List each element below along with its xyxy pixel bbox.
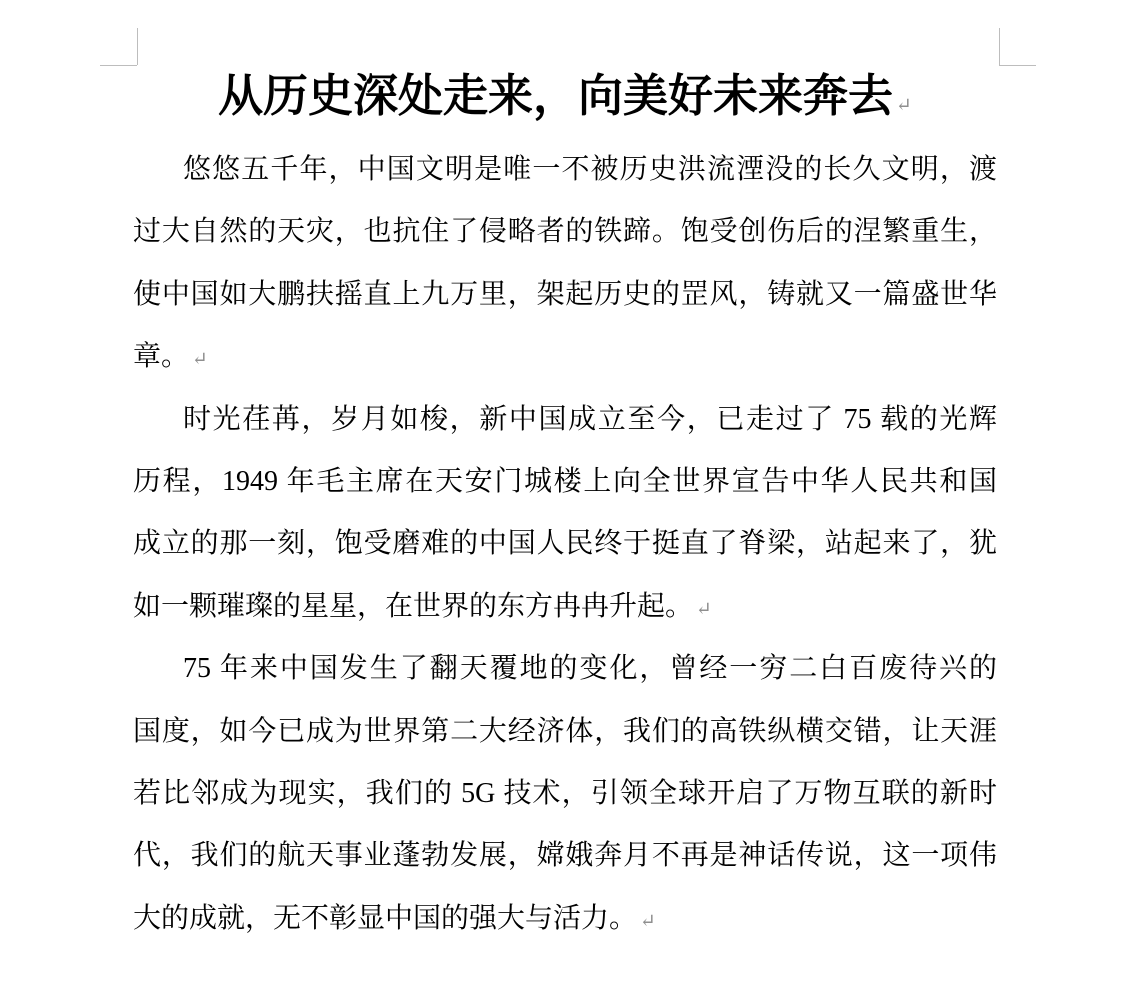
text-line-content: 过大自然的天灾，也抗住了侵略者的铁蹄。饱受创伤后的涅繁重生， bbox=[133, 216, 997, 248]
text-line-content: 75 年来中国发生了翻天覆地的变化，曾经一穷二白百废待兴的 bbox=[183, 653, 997, 685]
text-line-content: 若比邻成为现实，我们的 5G 技术，引领全球开启了万物互联的新时 bbox=[133, 777, 997, 809]
text-line[interactable] bbox=[133, 701, 997, 763]
document-title[interactable] bbox=[133, 52, 997, 140]
text-line[interactable] bbox=[133, 389, 997, 451]
margin-mark-top-left-horizontal bbox=[100, 65, 137, 66]
text-line[interactable] bbox=[133, 513, 997, 575]
text-line-content: 国度，如今已成为世界第二大经济体，我们的高铁纵横交错，让天涯 bbox=[133, 715, 997, 747]
margin-mark-top-right-vertical bbox=[999, 28, 1000, 65]
text-line-content: 大的成就，无不彰显中国的强大与活力。 bbox=[133, 902, 638, 934]
text-line-content: 章。 bbox=[133, 341, 190, 373]
text-line[interactable] bbox=[133, 825, 997, 887]
paragraph-mark-icon: ↵ bbox=[640, 910, 656, 932]
text-line-content: 时光荏苒，岁月如梭，新中国成立至今，已走过了 75 载的光辉 bbox=[183, 403, 997, 435]
text-line-content: 代，我们的航天事业蓬勃发展，嫦娥奔月不再是神话传说，这一项伟 bbox=[133, 840, 997, 872]
text-line[interactable] bbox=[133, 264, 997, 326]
paragraph-mark-icon: ↵ bbox=[696, 598, 712, 620]
document-body[interactable] bbox=[133, 139, 997, 950]
text-line-content: 如一颗璀璨的星星，在世界的东方冉冉升起。 bbox=[133, 590, 694, 622]
margin-mark-top-right-horizontal bbox=[999, 65, 1036, 66]
text-line[interactable] bbox=[133, 638, 997, 700]
text-line[interactable] bbox=[133, 888, 997, 950]
paragraph-mark-icon: ↵ bbox=[192, 349, 208, 371]
text-line-content: 悠悠五千年，中国文明是唯一不被历史洪流湮没的长久文明，渡 bbox=[183, 154, 997, 185]
text-line-content: 使中国如大鹏扶摇直上九万里，架起历史的罡风，铸就又一篇盛世华 bbox=[133, 278, 997, 310]
text-line[interactable] bbox=[133, 139, 997, 201]
document-title-text: 从历史深处走来，向美好未来奔去 bbox=[218, 71, 894, 121]
text-line[interactable] bbox=[133, 763, 997, 825]
text-line[interactable] bbox=[133, 201, 997, 263]
text-line[interactable] bbox=[133, 326, 997, 388]
text-line[interactable] bbox=[133, 451, 997, 513]
text-line[interactable] bbox=[133, 576, 997, 638]
text-line-content: 历程，1949 年毛主席在天安门城楼上向全世界宣告中华人民共和国 bbox=[133, 465, 997, 497]
paragraph-mark-icon: ↵ bbox=[896, 95, 912, 116]
text-line-content: 成立的那一刻，饱受磨难的中国人民终于挺直了脊梁，站起来了，犹 bbox=[133, 528, 997, 560]
